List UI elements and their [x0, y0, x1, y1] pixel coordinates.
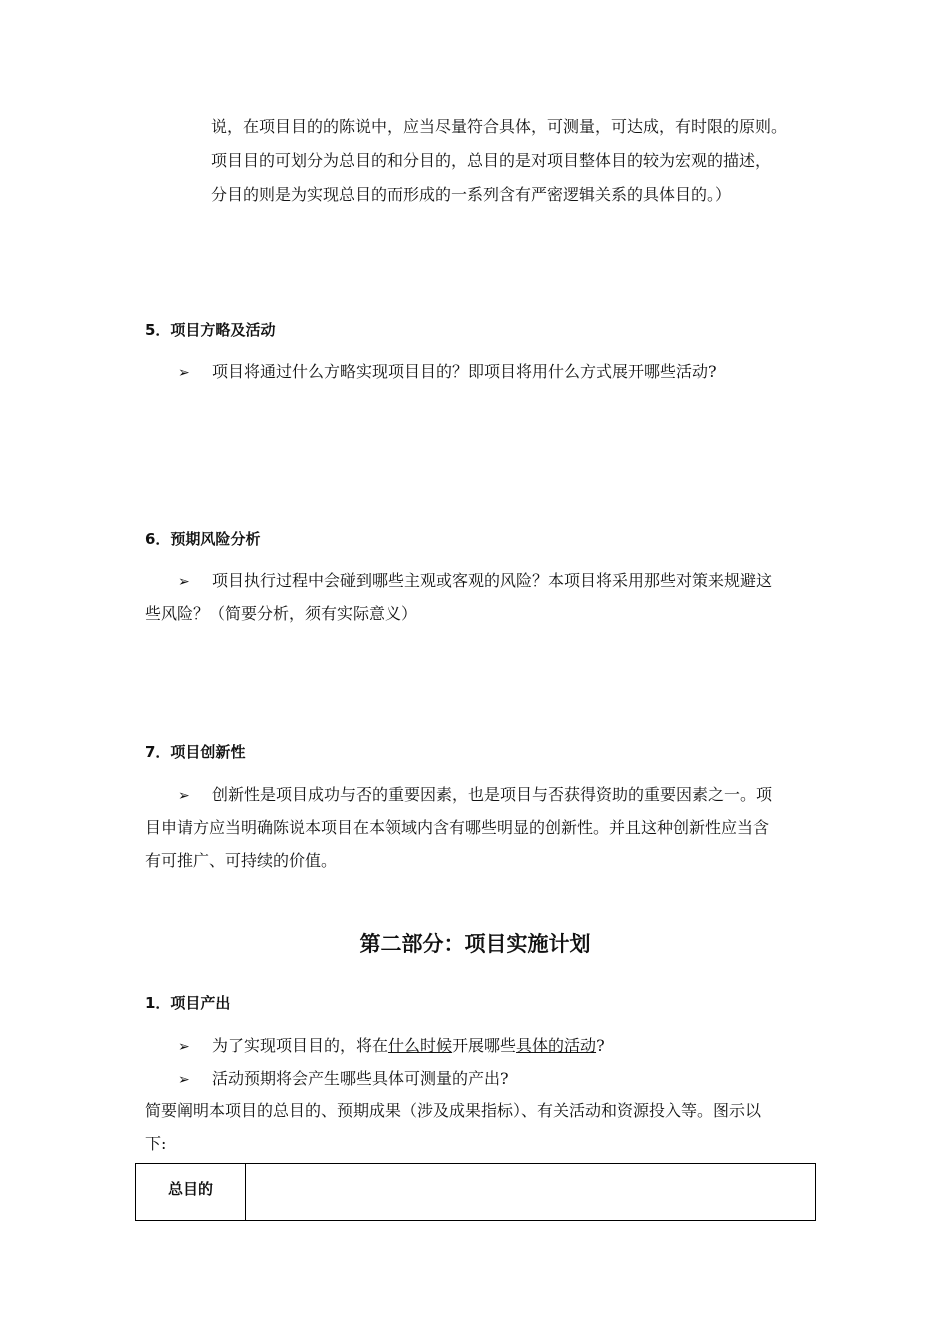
section-7-heading: 7．项目创新性 — [145, 743, 246, 761]
bullet-1-text-after: ? — [596, 1036, 605, 1055]
bullet-arrow-icon: ➢ — [178, 788, 190, 804]
intro-line-3: 分目的则是为实现总目的而形成的一系列含有严密逻辑关系的具体目的。） — [211, 185, 732, 204]
section-5-bullet-text: 项目将通过什么方略实现项目目的？即项目将用什么方式展开哪些活动? — [212, 362, 717, 381]
bullet-1-text-before: 为了实现项目目的，将在 — [212, 1036, 389, 1055]
bullet-1-underlined-when: 什么时候 — [388, 1036, 453, 1055]
table-row — [136, 1164, 816, 1221]
bullet-arrow-icon: ➢ — [178, 365, 190, 381]
section-6-bullet-line-2: 些风险？（简要分析，须有实际意义） — [145, 604, 418, 623]
part-2-title: 第二部分：项目实施计划 — [359, 932, 591, 956]
section-7-text-1: 创新性是项目成功与否的重要因素，也是项目与否获得资助的重要因素之一。项 — [212, 785, 773, 804]
bullet-arrow-icon: ➢ — [178, 1039, 190, 1055]
part-2-para-line-1: 简要阐明本项目的总目的、预期成果（涉及成果指标）、有关活动和资源投入等。图示以 — [145, 1101, 762, 1120]
bullet-arrow-icon: ➢ — [178, 1072, 190, 1088]
goal-value-cell[interactable] — [246, 1164, 816, 1221]
intro-line-1: 说，在项目目的的陈说中，应当尽量符合具体，可测量，可达成，有时限的原则。 — [211, 117, 788, 136]
section-7-line-3: 有可推广、可持续的价值。 — [145, 851, 338, 870]
bullet-1-underlined-activities: 具体的活动 — [516, 1036, 597, 1055]
part-2-bullet-1 — [178, 1035, 605, 1058]
section-6-bullet-text: 项目执行过程中会碰到哪些主观或客观的风险？本项目将采用那些对策来规避这 — [212, 571, 773, 590]
bullet-2-text: 活动预期将会产生哪些具体可测量的产出? — [212, 1069, 509, 1088]
section-6-bullet-line-1 — [178, 570, 772, 593]
section-7-line-2: 目申请方应当明确陈说本项目在本领域内含有哪些明显的创新性。并且这种创新性应当含 — [145, 818, 770, 837]
bullet-1-text-mid: 开展哪些 — [452, 1036, 517, 1055]
part-2-bullet-2 — [178, 1068, 509, 1091]
bullet-arrow-icon: ➢ — [178, 574, 190, 590]
section-6-heading: 6．预期风险分析 — [145, 530, 261, 548]
part-2-para-line-2: 下: — [145, 1134, 167, 1153]
section-5-bullet — [178, 361, 717, 384]
part-2-section-1-heading: 1．项目产出 — [145, 994, 231, 1012]
section-7-line-1 — [178, 784, 772, 807]
goal-label-cell: 总目的 — [136, 1164, 246, 1221]
goal-table — [135, 1163, 816, 1221]
intro-line-2: 项目目的可划分为总目的和分目的，总目的是对项目整体目的较为宏观的描述， — [211, 151, 772, 170]
section-5-heading: 5．项目方略及活动 — [145, 321, 276, 339]
